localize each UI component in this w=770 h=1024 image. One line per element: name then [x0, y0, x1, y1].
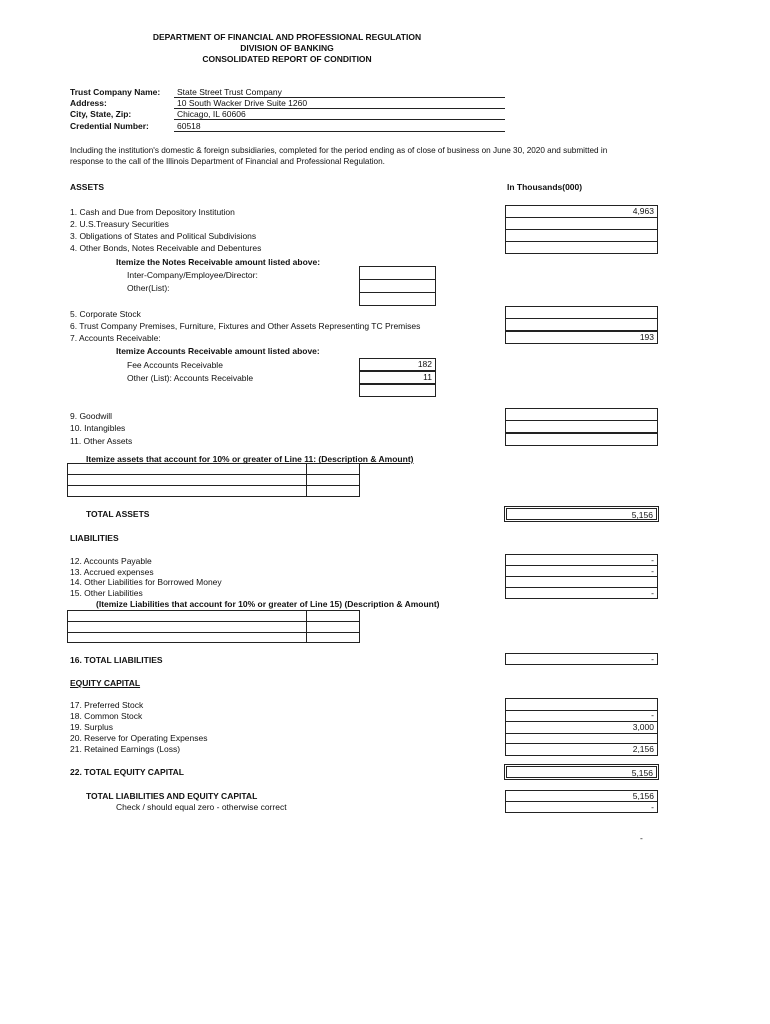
notes-itemize-heading: Itemize the Notes Receivable amount listed above:	[116, 257, 321, 267]
trust-company-name-value: State Street Trust Company	[177, 87, 282, 97]
header-line-3: CONSOLIDATED REPORT OF CONDITION	[202, 54, 372, 64]
liability-line-14-label: 14. Other Liabilities for Borrowed Money	[70, 577, 222, 587]
credential-number-value: 60518	[177, 121, 201, 131]
total-liabilities-equity-label: TOTAL LIABILITIES AND EQUITY CAPITAL	[86, 791, 258, 801]
asset-line-9-label: 9. Goodwill	[70, 411, 113, 421]
liability-line-13-label: 13. Accrued expenses	[70, 567, 154, 577]
ar-extra-value	[359, 384, 436, 397]
equity-heading: EQUITY CAPITAL	[70, 678, 141, 688]
table-row-divider	[67, 474, 360, 475]
asset-line-4-label: 4. Other Bonds, Notes Receivable and Debentures	[70, 243, 262, 253]
field-underline	[174, 131, 505, 132]
asset-line-6-label: 6. Trust Company Premises, Furniture, Fixtures and Other Assets Representing TC Premises	[70, 321, 421, 331]
equity-line-19-label: 19. Surplus	[70, 722, 113, 732]
table-row-divider	[67, 632, 360, 633]
liabilities-heading: LIABILITIES	[70, 533, 119, 543]
equity-line-18-label: 18. Common Stock	[70, 711, 143, 721]
intro-line-1: Including the institution's domestic & foreign subsidiaries, completed for the period ending as of close of business on June 30, 2020 and submitted in	[70, 146, 608, 155]
liability-line-13-value: -	[505, 565, 658, 577]
field-underline	[174, 119, 505, 120]
table-column-divider	[306, 463, 307, 497]
asset-line-7-label: 7. Accounts Receivable:	[70, 333, 161, 343]
equity-line-20-label: 20. Reserve for Operating Expenses	[70, 733, 208, 743]
asset-line-5-label: 5. Corporate Stock	[70, 309, 141, 319]
asset-line-2-label: 2. U.S.Treasury Securities	[70, 219, 169, 229]
asset-line-7-value: 193	[505, 331, 658, 344]
itemize-liabilities-table	[67, 610, 360, 643]
asset-line-10-label: 10. Intangibles	[70, 423, 126, 433]
itemize-line-11-heading: Itemize assets that account for 10% or greater of Line 11: (Description & Amount)	[86, 454, 414, 464]
intro-line-2: response to the call of the Illinois Department of Financial and Professional Regulation.	[70, 157, 385, 166]
notes-intercompany-value	[359, 266, 436, 280]
field-underline	[174, 108, 505, 109]
itemize-assets-table	[67, 463, 360, 497]
trust-company-name-label: Trust Company Name:	[70, 87, 161, 97]
equity-line-21-value: 2,156	[505, 743, 658, 756]
table-row-divider	[67, 621, 360, 622]
equity-line-21-label: 21. Retained Earnings (Loss)	[70, 744, 181, 754]
ar-itemize-heading: Itemize Accounts Receivable amount listed above:	[116, 346, 320, 356]
total-liabilities-label: 16. TOTAL LIABILITIES	[70, 655, 163, 665]
liability-line-12-value: -	[505, 554, 658, 566]
liability-line-15-label: 15. Other Liabilities	[70, 588, 143, 598]
total-liabilities-value: -	[505, 653, 658, 665]
header-line-1: DEPARTMENT OF FINANCIAL AND PROFESSIONAL REGULATION	[152, 32, 422, 42]
ar-other-label: Other (List): Accounts Receivable	[127, 373, 254, 383]
notes-other-label: Other(List):	[127, 283, 170, 293]
table-column-divider	[306, 610, 307, 643]
ar-fee-value: 182	[359, 358, 436, 371]
liability-line-12-label: 12. Accounts Payable	[70, 556, 152, 566]
ar-fee-label: Fee Accounts Receivable	[127, 360, 223, 370]
notes-intercompany-label: Inter-Company/Employee/Director:	[127, 270, 258, 280]
asset-line-11-label: 11. Other Assets	[70, 436, 133, 446]
notes-other-value-2	[359, 292, 436, 306]
asset-line-3-label: 3. Obligations of States and Political Subdivisions	[70, 231, 257, 241]
total-assets-label: TOTAL ASSETS	[86, 509, 150, 519]
city-state-zip-label: City, State, Zip:	[70, 109, 132, 119]
stray-dash: -	[640, 833, 643, 843]
city-state-zip-value: Chicago, IL 60606	[177, 109, 246, 119]
check-label: Check / should equal zero - otherwise correct	[116, 802, 287, 812]
total-equity-value: 5,156	[504, 764, 659, 780]
total-equity-label: 22. TOTAL EQUITY CAPITAL	[70, 767, 184, 777]
asset-line-10-value	[505, 420, 658, 433]
notes-other-value	[359, 279, 436, 293]
asset-line-4-value	[505, 241, 658, 254]
equity-line-19-value: 3,000	[505, 721, 658, 734]
table-row-divider	[67, 485, 360, 486]
total-liabilities-equity-value: 5,156	[505, 790, 658, 802]
header-line-2: DIVISION OF BANKING	[240, 43, 334, 53]
credential-number-label: Credential Number:	[70, 121, 149, 131]
asset-line-6-value	[505, 318, 658, 331]
liability-line-15-value: -	[505, 587, 658, 599]
address-value: 10 South Wacker Drive Suite 1260	[177, 98, 308, 108]
units-label: In Thousands(000)	[507, 182, 583, 192]
asset-line-1-label: 1. Cash and Due from Depository Institution	[70, 207, 235, 217]
assets-heading: ASSETS	[70, 182, 105, 192]
equity-line-18-value: -	[505, 710, 658, 722]
address-label: Address:	[70, 98, 107, 108]
equity-line-17-label: 17. Preferred Stock	[70, 700, 144, 710]
check-value: -	[505, 801, 658, 813]
field-underline	[174, 97, 505, 98]
total-assets-value: 5,156	[504, 506, 659, 522]
ar-other-value: 11	[359, 371, 436, 384]
itemize-line-15-heading: (Itemize Liabilities that account for 10% or greater of Line 15) (Description & Amount)	[96, 599, 440, 609]
asset-line-11-value	[505, 433, 658, 446]
asset-line-1-value: 4,963	[505, 205, 658, 218]
